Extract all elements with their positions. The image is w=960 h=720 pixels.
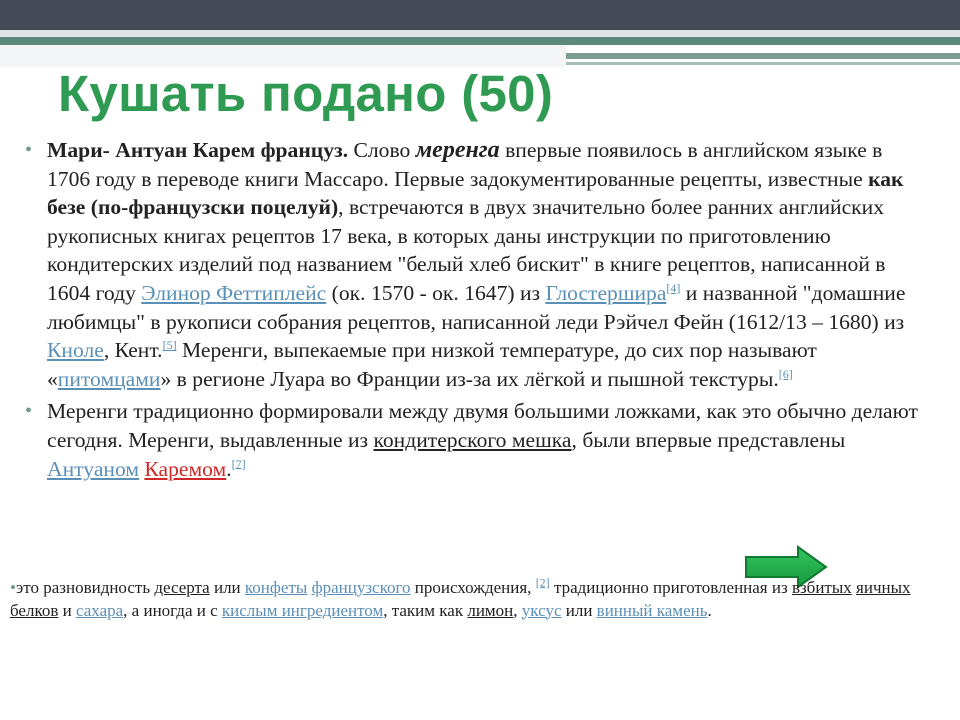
link-candy[interactable]: конфеты — [244, 578, 308, 597]
reference-5[interactable]: [5] — [162, 337, 177, 352]
reference-4[interactable]: [4] — [666, 280, 681, 295]
link-lemon[interactable]: лимон — [467, 600, 514, 620]
link-fettiplace[interactable]: Феттиплейс — [216, 280, 327, 305]
bold-text: Мари- Антуан Карем француз. — [47, 138, 349, 162]
link-pastry-bag[interactable]: кондитерского мешка — [373, 427, 572, 452]
text: . — [226, 456, 232, 481]
text: , а иногда и с — [123, 600, 222, 620]
text: или — [209, 578, 245, 597]
text: , встречаются в двух значительно более ранних английских рукописных книгах рецептов 17 века, в которых даны инструкции по приготовлению кондитерских изделий под названием "белый хлеб бискит" в книге рецептов, написанной в 1604 году — [47, 195, 886, 305]
link-cream-of-tartar[interactable]: винный камень — [596, 600, 708, 620]
link-careme[interactable]: Каремом — [144, 456, 227, 481]
text: , были впервые представлены — [571, 427, 846, 452]
link-pets[interactable]: питомцами — [57, 366, 161, 391]
link-acid-ingredient[interactable]: кислым ингредиентом — [221, 600, 384, 620]
text: (ок. 1570 - ок. 1647) из — [326, 280, 546, 305]
bullet-list — [25, 136, 930, 483]
header-accent-stripe-thin — [566, 62, 960, 65]
text: Меренги традиционно формировали между двумя большими ложками, как это обычно делают сегодня. Меренги, выдавленные из — [47, 399, 918, 452]
link-whipped[interactable]: взбитых — [791, 578, 852, 597]
link-vinegar[interactable]: уксус — [521, 600, 562, 620]
text: это разновидность — [15, 578, 155, 597]
slide-title: Кушать подано (50) — [58, 65, 554, 122]
emphasis-word: меренга — [415, 137, 500, 163]
link-antoine[interactable]: Антуаном — [47, 456, 140, 481]
reference-2[interactable]: [2] — [535, 575, 550, 590]
text: . — [707, 600, 712, 620]
link-dessert[interactable]: десерта — [154, 578, 210, 597]
bullet-item-1 — [25, 136, 930, 393]
link-sugar[interactable]: сахара — [76, 600, 124, 620]
text: происхождения, — [410, 578, 536, 597]
link-gloucestershire[interactable]: Глостершира — [545, 280, 667, 305]
bullet-dot-icon: • — [25, 400, 33, 423]
text: » в регионе Луара во Франции из-за их лёгкой и пышной текстуры. — [160, 366, 779, 391]
footnote — [10, 577, 940, 622]
bullet-dot-icon: • — [25, 139, 33, 161]
header-band-green — [0, 37, 960, 45]
text: , Кент. — [103, 338, 163, 363]
text: или — [561, 600, 597, 620]
header-accent-stripe — [566, 53, 960, 59]
text: и названной "домашние любимцы" в рукописи собрания рецептов, написанной леди Рэйчел Фейн (1612/13 – 1680) из — [47, 280, 906, 334]
text: , — [513, 600, 522, 620]
text: Меренги, выпекаемые при низкой температуре, до сих пор называют « — [47, 338, 817, 391]
text: , таким как — [383, 600, 468, 620]
link-elinor[interactable]: Элинор — [141, 280, 217, 305]
reference-6[interactable]: [6] — [778, 366, 793, 381]
link-knole[interactable]: Кноле — [47, 338, 104, 363]
text: впервые появилось в английском языке в 1706 году в переводе книги Массаро. Первые задокументированные рецепты, известные — [47, 138, 883, 191]
link-french[interactable]: французского — [311, 578, 411, 597]
link-egg-whites[interactable]: яичных белков — [10, 578, 911, 620]
text: традиционно приготовленная из — [549, 578, 792, 597]
bullet-dot-icon: • — [10, 578, 16, 597]
text: Слово — [348, 138, 416, 162]
bullet-item-2 — [25, 397, 930, 483]
header-band-dark — [0, 0, 960, 30]
bold-text: как безе (по-французски поцелуй) — [47, 166, 904, 220]
text: и — [58, 600, 76, 620]
reference-7[interactable]: [7] — [231, 456, 246, 471]
